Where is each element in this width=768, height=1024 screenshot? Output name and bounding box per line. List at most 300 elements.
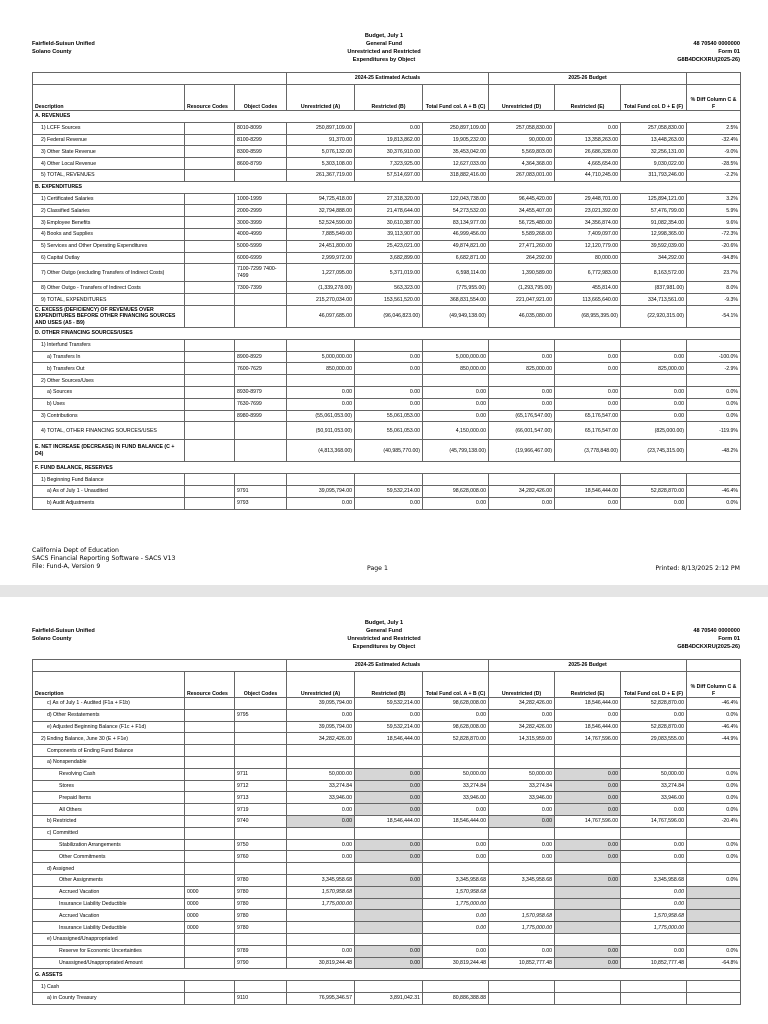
report-page-2 — [0, 597, 768, 1024]
cell-restricted-e: 18,546,444.00 — [555, 721, 621, 733]
cell-restricted-e: 65,176,547.00 — [555, 410, 621, 422]
cell-unrestricted-a: 34,282,426.00 — [287, 733, 355, 745]
cell-unrestricted-a: 1,227,095.00 — [287, 264, 355, 282]
cell-unrestricted-d: 1,775,000.00 — [489, 922, 555, 934]
col-unrestricted-a: Unrestricted (A) — [287, 672, 355, 698]
cell-total-f: 0.00 — [621, 851, 687, 863]
cell-unrestricted-a: (55,061,053.00) — [287, 410, 355, 422]
cell-pct-diff — [687, 756, 741, 768]
object-code: 5000-5999 — [235, 240, 287, 252]
row-description: 4) Books and Supplies — [33, 228, 185, 240]
col-pct-diff: % Diff Column C & F — [687, 85, 741, 111]
table-row — [33, 992, 741, 1004]
group-estimated-actuals: 2024-25 Estimated Actuals — [287, 660, 489, 672]
row-description: a) in County Treasury — [33, 992, 185, 1004]
table-row — [33, 474, 741, 486]
cell-restricted-b: 25,423,021.00 — [355, 240, 423, 252]
table-row — [33, 981, 741, 993]
cell-total-f: 0.00 — [621, 898, 687, 910]
object-code — [235, 756, 287, 768]
footer-source — [32, 547, 175, 571]
row-description: Other Commitments — [33, 851, 185, 863]
object-code: 2000-2999 — [235, 205, 287, 217]
row-description: 3) Other State Revenue — [33, 146, 185, 158]
cell-total-f: 0.00 — [621, 497, 687, 509]
cell-unrestricted-a: 33,274.84 — [287, 780, 355, 792]
section-row — [33, 462, 741, 474]
table-row — [33, 122, 741, 134]
cell-unrestricted-a: 2,999,972.00 — [287, 252, 355, 264]
resource-code — [185, 721, 235, 733]
resource-code — [185, 240, 235, 252]
row-description: 1) Beginning Fund Balance — [33, 474, 185, 486]
row-description: 2) Federal Revenue — [33, 134, 185, 146]
cell-restricted-b — [355, 756, 423, 768]
cell-pct-diff: -46.4% — [687, 721, 741, 733]
cell-unrestricted-a: 24,451,800.00 — [287, 240, 355, 252]
cell-total-c: 318,882,416.00 — [423, 169, 489, 181]
cell-total-f: 33,274.84 — [621, 780, 687, 792]
cell-unrestricted-a: 0.00 — [287, 386, 355, 398]
row-description: b) Restricted — [33, 815, 185, 827]
cell-total-f: 8,163,572.00 — [621, 264, 687, 282]
object-code: 7600-7629 — [235, 363, 287, 375]
row-description: a) Transfers In — [33, 351, 185, 363]
object-code: 4000-4999 — [235, 228, 287, 240]
cell-total-c: 368,831,554.00 — [423, 294, 489, 306]
cell-restricted-b: (40,985,770.00) — [355, 440, 423, 462]
footer-line: File: Fund-A, Version 9 — [32, 563, 101, 570]
cell-restricted-e — [555, 992, 621, 1004]
table-row — [33, 305, 741, 327]
resource-code — [185, 122, 235, 134]
cell-unrestricted-d: 267,083,001.00 — [489, 169, 555, 181]
cell-unrestricted-a: 850,000.00 — [287, 363, 355, 375]
cell-unrestricted-a — [287, 981, 355, 993]
cell-restricted-e: 0.00 — [555, 351, 621, 363]
cell-unrestricted-a: 1,570,958.68 — [287, 886, 355, 898]
object-code: 9791 — [235, 485, 287, 497]
cell-restricted-e: 0.00 — [555, 122, 621, 134]
row-description: a) Sources — [33, 386, 185, 398]
object-code: 8300-8599 — [235, 146, 287, 158]
resource-code — [185, 228, 235, 240]
cell-unrestricted-d: 0.00 — [489, 709, 555, 721]
object-code: 9713 — [235, 792, 287, 804]
cell-restricted-e: 0.00 — [555, 363, 621, 375]
page-header — [0, 32, 768, 72]
cell-pct-diff: 0.0% — [687, 398, 741, 410]
cell-restricted-e: 12,120,779.00 — [555, 240, 621, 252]
object-code — [235, 733, 287, 745]
cell-pct-diff: -28.5% — [687, 158, 741, 170]
cell-pct-diff — [687, 886, 741, 898]
resource-code — [185, 305, 235, 327]
cell-restricted-e — [555, 933, 621, 945]
col-restricted-b: Restricted (B) — [355, 85, 423, 111]
table-row — [33, 217, 741, 229]
cell-restricted-e: 44,710,245.00 — [555, 169, 621, 181]
form-number: Form 01 — [718, 49, 740, 55]
cell-total-f: 125,894,121.00 — [621, 193, 687, 205]
resource-code — [185, 756, 235, 768]
cell-total-f — [621, 827, 687, 839]
resource-code — [185, 146, 235, 158]
cell-restricted-e: 29,448,701.00 — [555, 193, 621, 205]
cell-unrestricted-a: 0.00 — [287, 497, 355, 509]
cell-unrestricted-a: 39,095,794.00 — [287, 485, 355, 497]
cell-pct-diff: 0.0% — [687, 768, 741, 780]
cell-restricted-b — [355, 745, 423, 757]
resource-code — [185, 733, 235, 745]
table-row — [33, 910, 741, 922]
resource-code — [185, 827, 235, 839]
cell-pct-diff — [687, 933, 741, 945]
cell-total-f — [621, 474, 687, 486]
cell-pct-diff: -54.1% — [687, 305, 741, 327]
title-line: Expenditures by Object — [352, 644, 416, 650]
cell-unrestricted-d: 34,282,426.00 — [489, 721, 555, 733]
cell-pct-diff: 2.5% — [687, 122, 741, 134]
cell-total-c: 6,682,871.00 — [423, 252, 489, 264]
cell-pct-diff: 3.2% — [687, 193, 741, 205]
cell-restricted-e — [555, 886, 621, 898]
object-code: 9711 — [235, 768, 287, 780]
cell-unrestricted-a — [287, 745, 355, 757]
cell-restricted-b — [355, 933, 423, 945]
group-budget: 2025-26 Budget — [489, 660, 687, 672]
title-line: Budget, July 1 — [364, 33, 404, 39]
object-code: 9780 — [235, 922, 287, 934]
cell-pct-diff: -72.3% — [687, 228, 741, 240]
cell-total-c: 0.00 — [423, 910, 489, 922]
cell-total-c: 18,546,444.00 — [423, 815, 489, 827]
cell-restricted-b — [355, 981, 423, 993]
cell-unrestricted-d — [489, 863, 555, 875]
cell-restricted-e: (3,778,848.00) — [555, 440, 621, 462]
cell-unrestricted-a — [287, 922, 355, 934]
table-row — [33, 410, 741, 422]
table-row — [33, 497, 741, 509]
row-description: Other Assignments — [33, 874, 185, 886]
cell-total-c — [423, 745, 489, 757]
cell-restricted-b: 18,546,444.00 — [355, 733, 423, 745]
cell-restricted-b — [355, 827, 423, 839]
object-code: 9110 — [235, 992, 287, 1004]
report-id: G8B4DCKXRU(2025-26) — [677, 57, 740, 63]
cell-unrestricted-a: (4,813,368.00) — [287, 440, 355, 462]
resource-code — [185, 981, 235, 993]
cell-total-c — [423, 375, 489, 387]
resource-code — [185, 474, 235, 486]
cell-unrestricted-d: 3,345,958.68 — [489, 874, 555, 886]
cell-unrestricted-a: 261,367,719.00 — [287, 169, 355, 181]
cell-restricted-e: 23,021,392.00 — [555, 205, 621, 217]
row-description: Insurance Liability Deductible — [33, 922, 185, 934]
cell-pct-diff — [687, 339, 741, 351]
resource-code: 0000 — [185, 922, 235, 934]
resource-code — [185, 351, 235, 363]
cell-total-c: 850,000.00 — [423, 363, 489, 375]
cell-unrestricted-d: 10,852,777.48 — [489, 957, 555, 969]
cell-total-f — [621, 933, 687, 945]
table-row — [33, 146, 741, 158]
resource-code — [185, 205, 235, 217]
section-row — [33, 969, 741, 981]
cell-unrestricted-a — [287, 827, 355, 839]
object-code: 8980-8999 — [235, 410, 287, 422]
cell-unrestricted-d — [489, 933, 555, 945]
object-code: 9793 — [235, 497, 287, 509]
object-code — [235, 375, 287, 387]
row-description: e) Adjusted Beginning Balance (F1c + F1d) — [33, 721, 185, 733]
cds-code: 48 70540 0000000 — [693, 628, 740, 634]
col-description: Description — [33, 672, 185, 698]
cell-restricted-b — [355, 886, 423, 898]
cell-unrestricted-d: 50,000.00 — [489, 768, 555, 780]
resource-code — [185, 874, 235, 886]
resource-code — [185, 992, 235, 1004]
cell-unrestricted-d: (1,293,795.00) — [489, 282, 555, 294]
cell-restricted-e — [555, 910, 621, 922]
row-description: 4) Other Local Revenue — [33, 158, 185, 170]
cell-total-c: (775,955.00) — [423, 282, 489, 294]
row-description: Prepaid Items — [33, 792, 185, 804]
cell-unrestricted-a: 91,370.00 — [287, 134, 355, 146]
cell-total-c: 0.00 — [423, 922, 489, 934]
table-row — [33, 745, 741, 757]
cell-total-c — [423, 339, 489, 351]
row-description: 2) Classified Salaries — [33, 205, 185, 217]
col-total-f: Total Fund col. D + E (F) — [621, 672, 687, 698]
object-code: 9719 — [235, 804, 287, 816]
cell-unrestricted-d: 46,035,080.00 — [489, 305, 555, 327]
cell-unrestricted-a — [287, 474, 355, 486]
title-line: Expenditures by Object — [352, 57, 416, 63]
cell-unrestricted-d: 1,570,958.68 — [489, 910, 555, 922]
cell-total-f — [621, 863, 687, 875]
table-row — [33, 134, 741, 146]
cell-total-f: 33,946.00 — [621, 792, 687, 804]
resource-code — [185, 339, 235, 351]
section-title: F. FUND BALANCE, RESERVES — [33, 462, 741, 474]
cell-unrestricted-a: 250,897,109.00 — [287, 122, 355, 134]
resource-code — [185, 217, 235, 229]
resource-code — [185, 363, 235, 375]
table-row — [33, 792, 741, 804]
table-row — [33, 386, 741, 398]
cell-restricted-b: 0.00 — [355, 363, 423, 375]
cell-pct-diff: 0.0% — [687, 874, 741, 886]
resource-code — [185, 792, 235, 804]
cell-unrestricted-d — [489, 992, 555, 1004]
cell-unrestricted-d: 0.00 — [489, 398, 555, 410]
resource-code — [185, 193, 235, 205]
cell-pct-diff: -2.2% — [687, 169, 741, 181]
cell-total-f: 334,713,561.00 — [621, 294, 687, 306]
resource-code — [185, 768, 235, 780]
cell-total-c: 54,273,532.00 — [423, 205, 489, 217]
row-description: 8) Other Outgo - Transfers of Indirect Costs — [33, 282, 185, 294]
row-description: 6) Capital Outlay — [33, 252, 185, 264]
cell-pct-diff — [687, 474, 741, 486]
cell-pct-diff — [687, 863, 741, 875]
cell-unrestricted-a: 0.00 — [287, 851, 355, 863]
cell-unrestricted-a — [287, 756, 355, 768]
cell-unrestricted-d: 0.00 — [489, 351, 555, 363]
cell-restricted-e: 0.00 — [555, 839, 621, 851]
cell-restricted-b: 55,061,053.00 — [355, 422, 423, 440]
cell-restricted-b: 0.00 — [355, 351, 423, 363]
cell-total-c: 6,598,114.00 — [423, 264, 489, 282]
row-description: 3) Employee Benefits — [33, 217, 185, 229]
resource-code — [185, 410, 235, 422]
cell-restricted-b: 563,323.00 — [355, 282, 423, 294]
cell-total-f: 1,570,958.68 — [621, 910, 687, 922]
cell-restricted-e: 80,000.00 — [555, 252, 621, 264]
table-row — [33, 240, 741, 252]
object-code — [235, 721, 287, 733]
column-header-row — [33, 672, 741, 698]
table-row — [33, 780, 741, 792]
row-description: C. EXCESS (DEFICIENCY) OF REVENUES OVER EXPENDITURES BEFORE OTHER FINANCING SOURCES AND USES (A5 - B9) — [33, 305, 185, 327]
title-line: Unrestricted and Restricted — [347, 49, 421, 55]
resource-code — [185, 282, 235, 294]
cell-total-f: 0.00 — [621, 839, 687, 851]
row-description: 9) TOTAL, EXPENDITURES — [33, 294, 185, 306]
cell-unrestricted-d: 825,000.00 — [489, 363, 555, 375]
cell-restricted-e: 455,814.00 — [555, 282, 621, 294]
cell-total-f: 52,828,870.00 — [621, 721, 687, 733]
cell-unrestricted-a: 33,946.00 — [287, 792, 355, 804]
cell-unrestricted-d: 14,315,959.00 — [489, 733, 555, 745]
cell-total-f — [621, 745, 687, 757]
cell-unrestricted-d: 257,058,830.00 — [489, 122, 555, 134]
report-codes — [677, 40, 740, 64]
cell-unrestricted-d: 0.00 — [489, 386, 555, 398]
cell-total-f: 257,058,830.00 — [621, 122, 687, 134]
cell-unrestricted-d: (65,176,547.00) — [489, 410, 555, 422]
object-code — [235, 440, 287, 462]
cell-total-f — [621, 339, 687, 351]
cell-total-c: 98,628,008.00 — [423, 485, 489, 497]
cell-total-f: 57,476,799.00 — [621, 205, 687, 217]
cell-unrestricted-a: 0.00 — [287, 709, 355, 721]
cell-pct-diff: 0.0% — [687, 945, 741, 957]
cell-unrestricted-a: 0.00 — [287, 398, 355, 410]
resource-code — [185, 497, 235, 509]
cell-total-f: 13,448,263.00 — [621, 134, 687, 146]
object-code — [235, 981, 287, 993]
cell-unrestricted-a: 94,725,418.00 — [287, 193, 355, 205]
cell-total-c: 0.00 — [423, 851, 489, 863]
table-row — [33, 851, 741, 863]
title-line: Budget, July 1 — [364, 620, 404, 626]
cell-total-c: 30,819,244.48 — [423, 957, 489, 969]
row-description: Stabilization Arrangements — [33, 839, 185, 851]
cell-unrestricted-a: 7,885,549.00 — [287, 228, 355, 240]
cell-unrestricted-d: 0.00 — [489, 839, 555, 851]
row-description: b) Uses — [33, 398, 185, 410]
cell-restricted-e — [555, 922, 621, 934]
cell-total-c: 80,886,388.88 — [423, 992, 489, 1004]
cell-restricted-e: 0.00 — [555, 957, 621, 969]
object-code: 8930-8979 — [235, 386, 287, 398]
district-name: Fairfield-Suisun Unified — [32, 41, 95, 47]
resource-code: 0000 — [185, 910, 235, 922]
object-code: 9780 — [235, 886, 287, 898]
object-code — [235, 827, 287, 839]
cell-restricted-e — [555, 863, 621, 875]
table-row — [33, 721, 741, 733]
cell-total-c: 52,828,870.00 — [423, 733, 489, 745]
row-description: a) As of July 1 - Unaudited — [33, 485, 185, 497]
cell-unrestricted-d — [489, 339, 555, 351]
col-total-c: Total Fund col. A + B (C) — [423, 672, 489, 698]
cell-unrestricted-a: (1,339,278.00) — [287, 282, 355, 294]
cell-unrestricted-d: 56,725,480.00 — [489, 217, 555, 229]
resource-code — [185, 933, 235, 945]
cell-total-f: 14,767,596.00 — [621, 815, 687, 827]
col-unrestricted-a: Unrestricted (A) — [287, 85, 355, 111]
cell-unrestricted-d: (66,001,547.00) — [489, 422, 555, 440]
row-description: 4) TOTAL, OTHER FINANCING SOURCES/USES — [33, 422, 185, 440]
section-title: B. EXPENDITURES — [33, 181, 741, 193]
county-name: Solano County — [32, 49, 72, 55]
table-row — [33, 193, 741, 205]
row-description: c) Committed — [33, 827, 185, 839]
section-title: A. REVENUES — [33, 111, 741, 123]
cell-total-f: (825,000.00) — [621, 422, 687, 440]
resource-code — [185, 264, 235, 282]
row-description: 1) Interfund Transfers — [33, 339, 185, 351]
cell-restricted-b: 153,561,520.00 — [355, 294, 423, 306]
col-total-c: Total Fund col. A + B (C) — [423, 85, 489, 111]
object-code: 1000-1999 — [235, 193, 287, 205]
cell-unrestricted-d: 264,292.00 — [489, 252, 555, 264]
table-row — [33, 294, 741, 306]
cell-unrestricted-a — [287, 375, 355, 387]
report-id: G8B4DCKXRU(2025-26) — [677, 644, 740, 650]
cell-total-f: 39,592,039.00 — [621, 240, 687, 252]
cell-restricted-b: 0.00 — [355, 792, 423, 804]
cell-restricted-b — [355, 474, 423, 486]
col-unrestricted-d: Unrestricted (D) — [489, 672, 555, 698]
cell-total-c: 250,897,109.00 — [423, 122, 489, 134]
cell-pct-diff: 8.0% — [687, 282, 741, 294]
cell-total-f: 825,000.00 — [621, 363, 687, 375]
cell-pct-diff: 0.0% — [687, 804, 741, 816]
cell-unrestricted-d — [489, 474, 555, 486]
resource-code — [185, 386, 235, 398]
cell-unrestricted-a: 76,995,346.57 — [287, 992, 355, 1004]
cell-unrestricted-d — [489, 981, 555, 993]
row-description: a) Nonspendable — [33, 756, 185, 768]
cell-restricted-b: 0.00 — [355, 768, 423, 780]
cell-unrestricted-d: 0.00 — [489, 945, 555, 957]
cell-total-f — [621, 992, 687, 1004]
object-code — [235, 474, 287, 486]
cell-pct-diff: -20.6% — [687, 240, 741, 252]
col-resource-codes: Resource Codes — [185, 672, 235, 698]
cell-unrestricted-a: 32,794,888.00 — [287, 205, 355, 217]
row-description: 1) Certificated Salaries — [33, 193, 185, 205]
cell-unrestricted-a: 46,097,685.00 — [287, 305, 355, 327]
resource-code — [185, 815, 235, 827]
report-title — [0, 32, 768, 64]
cell-total-c: 0.00 — [423, 386, 489, 398]
cell-restricted-b: (96,046,823.00) — [355, 305, 423, 327]
